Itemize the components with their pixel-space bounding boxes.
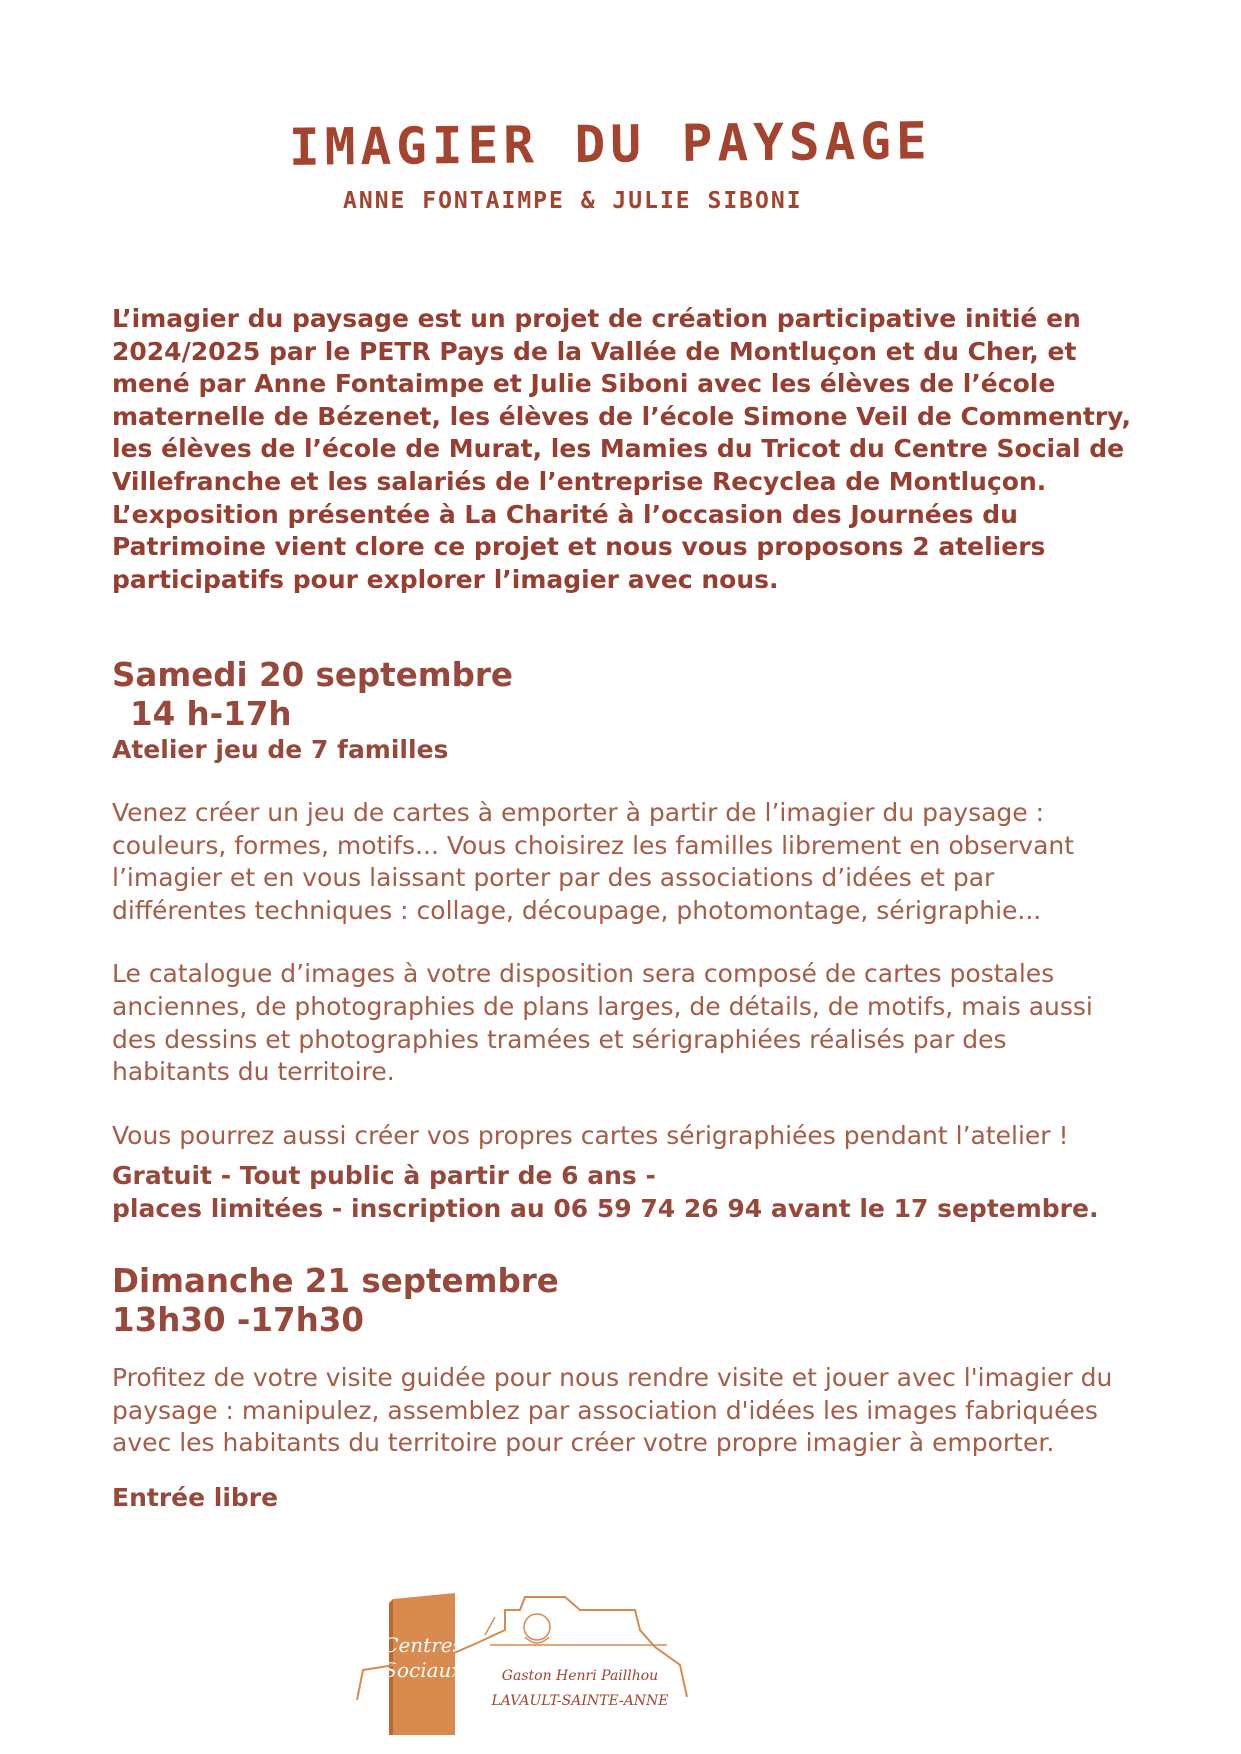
saturday-workshop-title: Atelier jeu de 7 familles	[112, 735, 449, 764]
intro-paragraph-2: L’exposition présentée à La Charité à l’occasion des Journées du Patrimoine vient clore ce projet et nous vous proposons 2 ateliers participatifs pour explorer l’imagier avec nous.	[112, 499, 1046, 594]
saturday-paragraph-1: Venez créer un jeu de cartes à emporter à partir de l’imagier du paysage : couleurs, formes, motifs... Vous choisirez les familles librement en observant l’imagier et en vous laissant porter par des associations d’idées et par différentes techniques : collage, découpage, photomontage, sérigraphie...	[112, 798, 1075, 925]
intro-paragraph-1: L’imagier du paysage est un projet de création participative initié en 2024/2025 par le PETR Pays de la Vallée de Montluçon et du Cher, et mené par Anne Fontaimpe et Julie Siboni avec les élèves de l’école maternelle de Bézenet, les élèves de l’école Simone Veil de Commentry, les élèves de l’école de Murat, les Mamies du Tricot du Centre Social de Villefranche et les salariés de l’entreprise Recyclea de Montluçon.	[112, 304, 1132, 496]
centres-logo-line-2: Sociaux	[383, 1658, 463, 1682]
saturday-info-line-1: Gratuit - Tout public à partir de 6 ans -	[112, 1161, 656, 1191]
saturday-paragraph-3: Vous pourrez aussi créer vos propres cartes sérigraphiées pendant l’atelier !	[112, 1120, 1069, 1150]
saturday-paragraph-2: Le catalogue d’images à votre disposition sera composé de cartes postales anciennes, de photographies de plans larges, de détails, de motifs, mais aussi des dessins et photographies tramées et sérigraphiées réalisés par des habitants du territoire.	[112, 959, 1093, 1087]
document-authors: ANNE FONTAIMPE & JULIE SIBONI	[343, 188, 803, 214]
gaston-name: Gaston Henri Paillhou	[501, 1668, 659, 1684]
document-title: IMAGIER DU PAYSAGE	[288, 112, 932, 178]
centres-logo-line-1: Centres	[383, 1633, 463, 1657]
saturday-info-line-2: places limitées - inscription au 06 59 74 26 94 avant le 17 septembre.	[112, 1193, 1099, 1223]
partner-logos	[355, 1585, 705, 1735]
sunday-paragraph: Profitez de votre visite guidée pour nous rendre visite et jouer avec l'imagier du paysage : manipulez, assemblez par association d'idées les images fabriquées avec les habitants du territoire pour créer votre propre imagier à emporter.	[112, 1363, 1113, 1458]
saturday-section	[112, 656, 1132, 1226]
saturday-time: 14 h-17h	[130, 695, 292, 733]
sunday-date: Dimanche 21 septembre	[112, 1262, 559, 1300]
sunday-section	[112, 1262, 1132, 1514]
sunday-entry: Entrée libre	[112, 1482, 279, 1512]
sunday-time: 13h30 -17h30	[112, 1301, 364, 1339]
gaston-place: LAVAULT-SAINTE-ANNE	[491, 1693, 669, 1709]
saturday-date: Samedi 20 septembre	[112, 656, 513, 694]
intro-section	[112, 303, 1132, 596]
